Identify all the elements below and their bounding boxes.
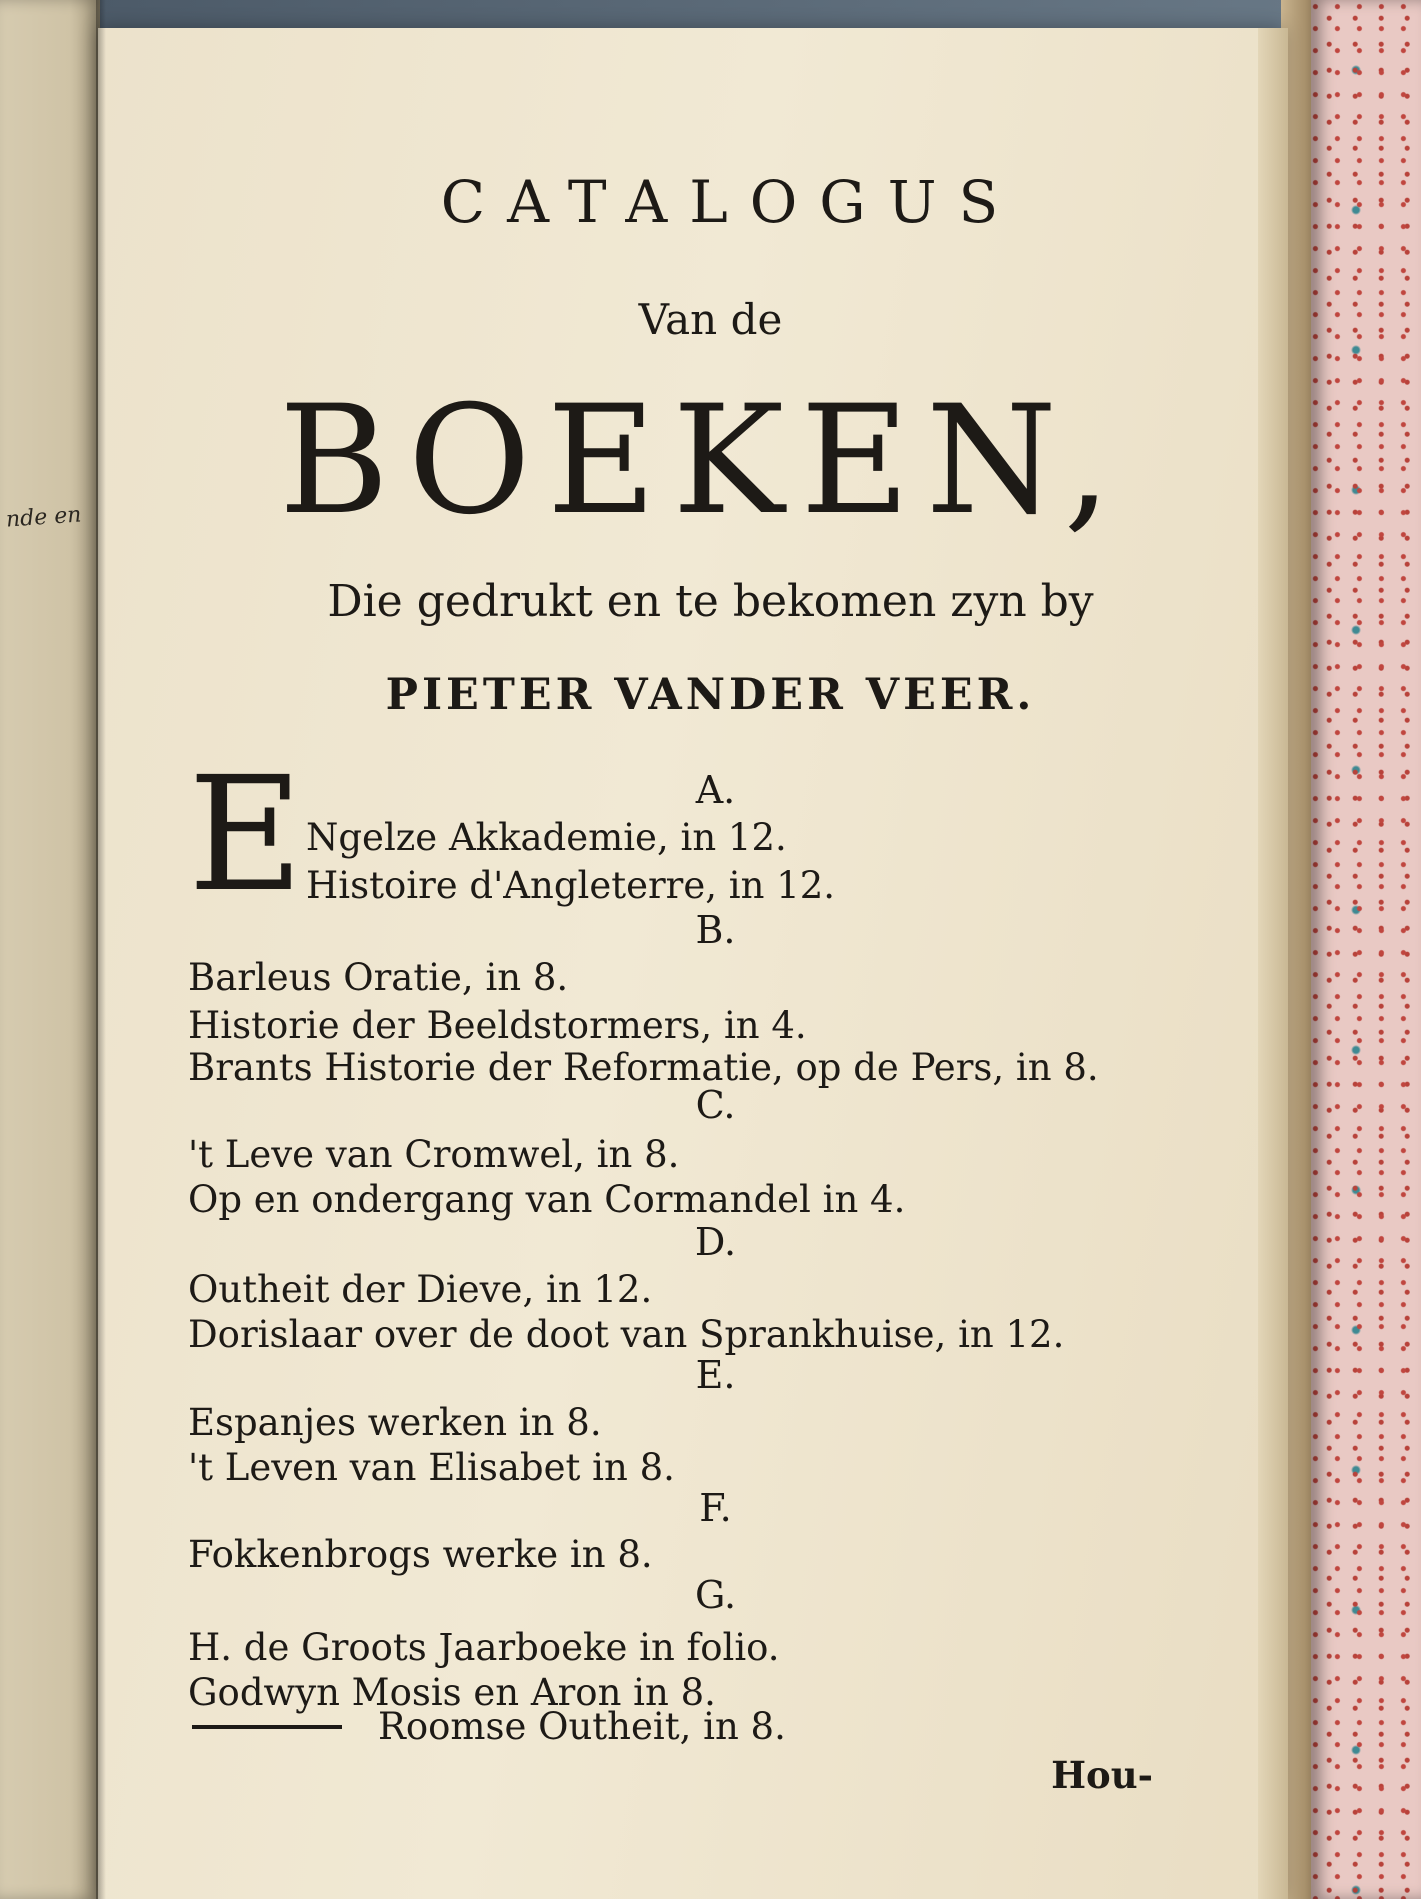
entry-e-1: Espanjes werken in 8. — [188, 1401, 602, 1444]
entry-b-3: Brants Historie der Reformatie, op de Pers, in 8. — [188, 1046, 1099, 1089]
entry-d-2: Dorislaar over de doot van Sprankhuise, in 12. — [188, 1313, 1065, 1356]
section-letter-f: F. — [699, 1486, 732, 1530]
section-letter-a: A. — [695, 768, 736, 812]
title-van-de: Van de — [638, 295, 783, 344]
entry-e-2: 't Leven van Elisabet in 8. — [188, 1446, 675, 1489]
title-publisher-name: PIETER VANDER VEER. — [385, 670, 1036, 720]
page-right-edge — [1258, 28, 1288, 1899]
section-letter-g: G. — [694, 1573, 737, 1617]
entry-f-1: Fokkenbrogs werke in 8. — [188, 1533, 653, 1576]
entry-c-1: 't Leve van Cromwel, in 8. — [188, 1133, 680, 1176]
section-letter-c: C. — [695, 1083, 736, 1127]
drop-cap-e: E — [188, 743, 304, 927]
gutter-shadow — [96, 0, 106, 1899]
left-page-text-fragment: nde en — [5, 502, 83, 533]
entry-b-1: Barleus Oratie, in 8. — [188, 956, 569, 999]
entry-a-2: Histoire d'Angleterre, in 12. — [306, 864, 836, 907]
entry-g-2: Godwyn Mosis en Aron in 8. — [188, 1671, 716, 1714]
title-boeken: BOEKEN, — [278, 374, 1128, 548]
decorated-cover — [1311, 0, 1421, 1899]
section-letter-d: D. — [694, 1220, 737, 1264]
catchword: Hou- — [1051, 1753, 1153, 1797]
title-catalogus: CATALOGUS — [440, 168, 1021, 236]
title-publisher-line: Die gedrukt en te bekomen zyn by — [327, 576, 1094, 627]
entry-g-3: Roomse Outheit, in 8. — [378, 1705, 786, 1748]
entry-g-1: H. de Groots Jaarboeke in folio. — [188, 1626, 780, 1669]
left-facing-page — [0, 0, 100, 1899]
entry-d-1: Outheit der Dieve, in 12. — [188, 1268, 653, 1311]
section-letter-b: B. — [695, 908, 736, 952]
entry-b-2: Historie der Beeldstormers, in 4. — [188, 1004, 807, 1047]
entry-c-2: Op en ondergang van Cormandel in 4. — [188, 1178, 906, 1221]
entry-a-1: Ngelze Akkademie, in 12. — [306, 816, 787, 859]
ditto-dash — [192, 1725, 342, 1729]
catalogue-page — [98, 28, 1283, 1899]
section-letter-e: E. — [695, 1353, 736, 1397]
